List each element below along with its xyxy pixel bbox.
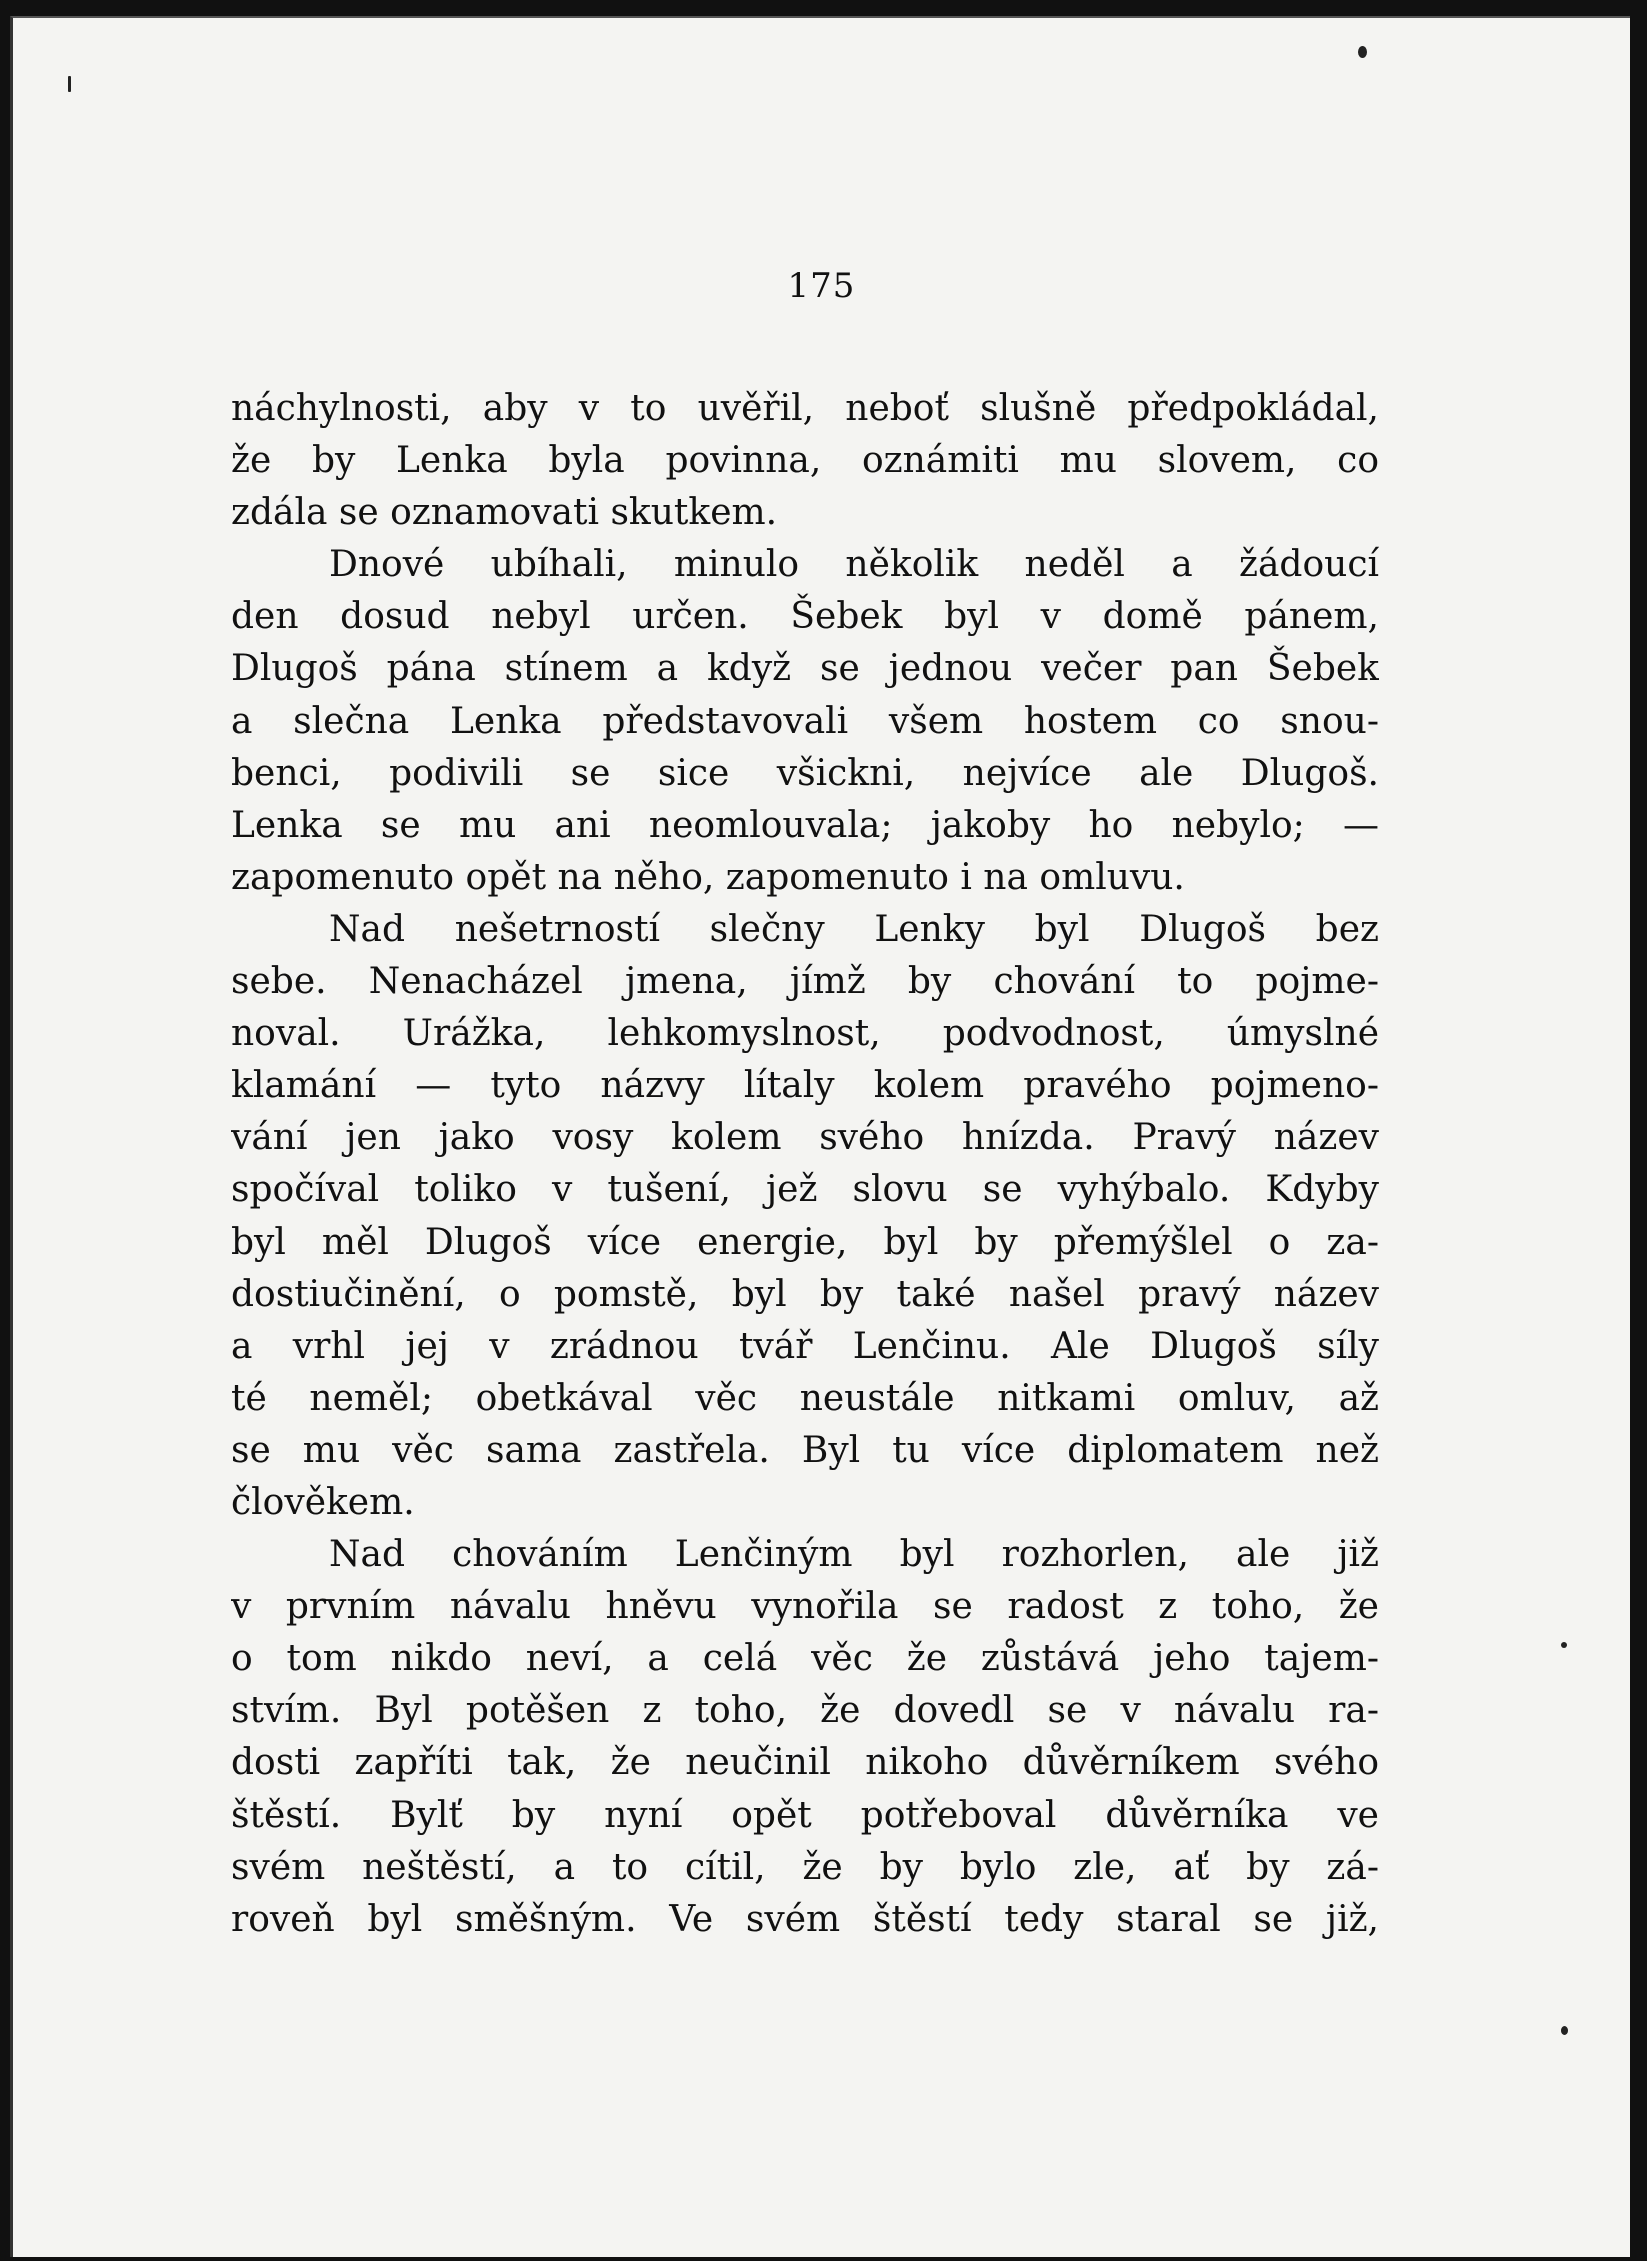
text-line: stvím. Byl potěšen z toho, že dovedl se v návalu ra- <box>231 1690 1379 1732</box>
body-text <box>231 383 1379 1946</box>
scan-speck <box>1358 46 1367 58</box>
text-line: Dlugoš pána stínem a když se jednou večer pan Šebek <box>231 648 1379 690</box>
text-line: Dnové ubíhali, minulo několik neděl a žádoucí <box>329 544 1379 586</box>
text-line: byl měl Dlugoš více energie, byl by přemýšlel o za- <box>231 1221 1379 1263</box>
text-line: zapomenuto opět na něho, zapomenuto i na omluvu. <box>231 856 1185 898</box>
text-line: den dosud nebyl určen. Šebek byl v domě pánem, <box>231 596 1379 638</box>
text-line: a slečna Lenka představovali všem hostem co snou- <box>231 700 1379 742</box>
text-line: té neměl; obetkával věc neustále nitkami omluv, až <box>231 1377 1379 1419</box>
text-line: noval. Urážka, lehkomyslnost, podvodnost, úmyslné <box>231 1013 1379 1055</box>
text-line: spočíval toliko v tušení, jež slovu se vyhýbalo. Kdyby <box>231 1169 1379 1211</box>
scan-speck <box>1561 2026 1568 2035</box>
text-line: vání jen jako vosy kolem svého hnízda. Pravý název <box>231 1117 1379 1159</box>
text-line: náchylnosti, aby v to uvěřil, neboť slušně předpokládal, <box>231 388 1379 429</box>
text-line: benci, podivili se sice všickni, nejvíce ale Dlugoš. <box>231 752 1379 794</box>
text-line: svém neštěstí, a to cítil, že by bylo zle, ať by zá- <box>231 1846 1379 1888</box>
text-line: sebe. Nenacházel jmena, jímž by chování to pojme- <box>231 961 1379 1003</box>
text-line: a vrhl jej v zrádnou tvář Lenčinu. Ale Dlugoš síly <box>231 1325 1379 1367</box>
text-line: Nad chováním Lenčiným byl rozhorlen, ale již <box>329 1534 1379 1576</box>
text-line: štěstí. Bylť by nyní opět potřeboval důvěrníka ve <box>231 1794 1379 1836</box>
text-line: Lenka se mu ani neomlouvala; jakoby ho nebylo; — <box>231 804 1379 846</box>
text-line: člověkem. <box>231 1481 415 1523</box>
text-line: že by Lenka byla povinna, oznámiti mu slovem, co <box>231 440 1379 482</box>
scan-speck <box>1561 1642 1567 1648</box>
text-line: v prvním návalu hněvu vynořila se radost z toho, že <box>231 1586 1379 1628</box>
text-line: klamání — tyto názvy lítaly kolem pravého pojmeno- <box>231 1065 1379 1107</box>
text-line: dosti zapříti tak, že neučinil nikoho důvěrníkem svého <box>231 1742 1379 1784</box>
scanned-page <box>10 16 1630 2257</box>
text-line: dostiučinění, o pomstě, byl by také našel pravý název <box>231 1273 1379 1315</box>
page-number: 175 <box>787 266 856 306</box>
text-line: roveň byl směšným. Ve svém štěstí tedy staral se již, <box>231 1898 1379 1940</box>
scan-speck <box>68 76 71 92</box>
text-line: se mu věc sama zastřela. Byl tu více diplomatem než <box>231 1429 1379 1471</box>
text-line: Nad nešetrností slečny Lenky byl Dlugoš bez <box>329 908 1379 950</box>
text-line: o tom nikdo neví, a celá věc že zůstává jeho tajem- <box>231 1638 1379 1680</box>
text-line: zdála se oznamovati skutkem. <box>231 492 778 534</box>
